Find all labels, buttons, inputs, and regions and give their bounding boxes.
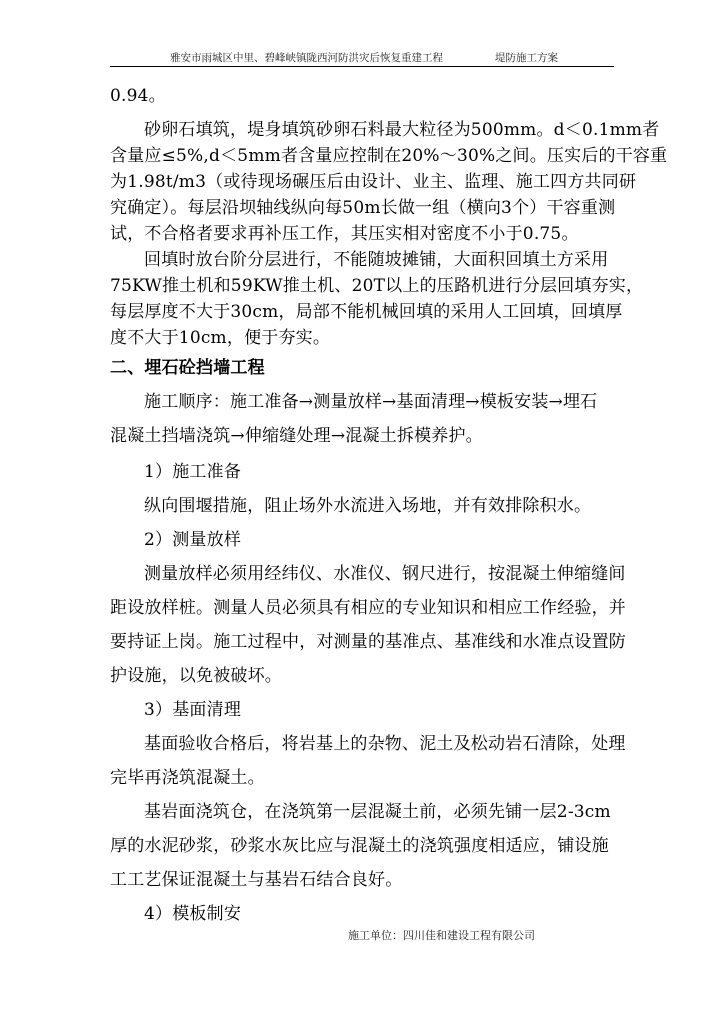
paragraph-line: 基岩面浇筑仓，在浇筑第一层混凝土前，必须先铺一层2-3cm: [144, 802, 611, 822]
page-header: [110, 50, 614, 66]
text-line: 为1.98t/m3（或待现场碾压后由设计、业主、监理、施工四方共同研: [110, 172, 637, 192]
paragraph-line: 基面验收合格后，将岩基上的杂物、泥土及松动岩石清除，处理: [144, 734, 626, 754]
subsection-heading: 1）施工准备: [144, 462, 242, 482]
header-divider: [110, 66, 614, 67]
text-line: 75KW推土机和59KW推土机、20T以上的压路机进行分层回填夯实，: [110, 276, 644, 296]
text-line: 混凝土挡墙浇筑→伸缩缝处理→混凝土拆模养护。: [110, 426, 483, 446]
text-line: 究确定）。每层沿坝轴线纵向每50m长做一组（横向3个）干容重测: [110, 198, 616, 218]
text-line: 厚的水泥砂浆，砂浆水灰比应与混凝土的浇筑强度相适应，铺设施: [110, 836, 609, 856]
paragraph-line: 纵向围堰措施，阻止场外水流进入场地，并有效排除积水。: [144, 496, 592, 516]
text-line: 试，不合格者要求再补压工作，其压实相对密度不小于0.75。: [110, 224, 579, 244]
paragraph-line: 施工顺序：施工准备→测量放样→基面清理→模板安装→埋石: [144, 392, 598, 412]
text-line: 距设放样桩。测量人员必须具有相应的专业知识和相应工作经验，并: [110, 598, 626, 618]
text-line: 护设施，以免被破坏。: [110, 666, 282, 686]
page-footer: 施工单位：四川佳和建设工程有限公司: [348, 929, 535, 942]
subsection-heading: 4）模板制安: [144, 904, 242, 924]
section-heading: 二、埋石砼挡墙工程: [110, 358, 265, 378]
text-line: 工工艺保证混凝土与基岩石结合良好。: [110, 870, 403, 890]
text-line: 每层厚度不大于30cm，局部不能机械回填的采用人工回填，回填厚: [110, 302, 623, 322]
subsection-heading: 3）基面清理: [144, 700, 242, 720]
text-line: 要持证上岗。施工过程中，对测量的基准点、基准线和水准点设置防: [110, 632, 626, 652]
paragraph-line: 砂卵石填筑，堤身填筑砂卵石料最大粒径为500mm。d＜0.1mm者: [144, 120, 660, 140]
header-project-title: 雅安市雨城区中里、碧峰峡镇陇西河防洪灾后恢复重建工程: [170, 52, 443, 64]
paragraph-line: 测量放样必须用经纬仪、水准仪、钢尺进行，按混凝土伸缩缝间: [144, 564, 626, 584]
text-line: 含量应≤5%,d＜5mm者含量应控制在20%～30%之间。压实后的干容重: [110, 146, 668, 166]
header-doc-type: 堤防施工方案: [495, 52, 558, 64]
paragraph-line: 回填时放台阶分层进行，不能随坡摊铺，大面积回填土方采用: [144, 250, 609, 270]
text-line: 0.94。: [110, 86, 166, 106]
subsection-heading: 2）测量放样: [144, 530, 242, 550]
text-line: 度不大于10cm，便于夯实。: [110, 328, 331, 348]
text-line: 完毕再浇筑混凝土。: [110, 768, 265, 788]
